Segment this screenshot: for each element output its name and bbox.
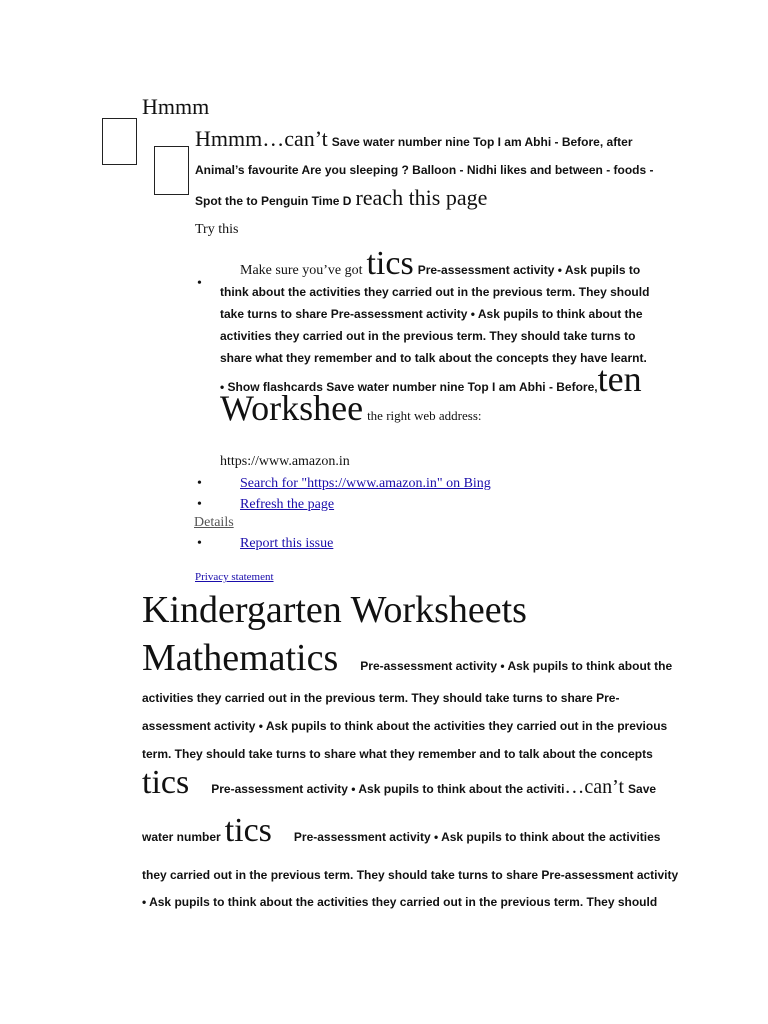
broken-image-icon-small (154, 146, 189, 195)
try-this-label: Try this (195, 222, 239, 237)
mathematics-line (142, 636, 682, 680)
privacy-statement-link[interactable]: Privacy statement (195, 571, 274, 583)
bullet-item-address (220, 245, 650, 428)
broken-image-icon (102, 118, 137, 165)
tics-line-1 (142, 764, 682, 802)
refresh-page-link[interactable]: Refresh the page (240, 497, 335, 512)
report-issue-link[interactable]: Report this issue (240, 536, 334, 551)
kindergarten-title: Kindergarten Worksheets (142, 589, 527, 631)
tics-line-2 (142, 812, 682, 850)
tics-big-1: tics (142, 764, 190, 801)
bullet-lead-text: Make sure you’ve got (240, 263, 363, 278)
error-title-filler: Save water number nine Top I am Abhi - Before, after Animal’s favourite Are you sleeping ? Balloon - Nidhi likes and between - foods - Spot the to Penguin Time D (195, 135, 654, 208)
bullet-big-text-2: ten Workshee (220, 359, 642, 428)
tics-big-2: tics (224, 812, 272, 849)
mathematics-small-text: Pre-assessment activity • Ask pupils to think about the (360, 659, 673, 673)
heading-hmmm: Hmmm (142, 94, 210, 119)
paragraph-2: they carried out in the previous term. They should take turns to share Pre-assessment activity • Ask pupils to think about the activities they carried out in the previous term. They should (142, 868, 679, 909)
tics-save: Save (628, 782, 657, 796)
error-title-block (195, 125, 680, 215)
tics-cant: …can’t (564, 776, 625, 798)
error-title-prefix: Hmmm…can’t (195, 126, 328, 151)
url-text: https://www.amazon.in (220, 454, 350, 469)
error-title-suffix: reach this page (355, 185, 488, 210)
search-bing-link[interactable]: Search for "https://www.amazon.in" on Bing (240, 476, 491, 491)
mathematics-word: Mathematics (142, 637, 339, 679)
bullet-small-text: Pre-assessment activity • Ask pupils to think about the activities they carried out in the previous term. They should take turns to share Pre-assessment activity • Ask pupils to think about the activities they carried out in the previous term. They should take turns to share what they remember and to talk about the concepts they have learnt. • Show flashcards Save water number nine Top I am Abhi - Before, (220, 263, 650, 394)
bullet-tail-text: the right web address: (367, 408, 482, 423)
water-number-text: water number (142, 830, 221, 844)
page: Hmmm Hmmm…can’t Save water number nine Top I am Abhi - Before, after Animal’s favourite Are you sleeping ? Balloon - Nidhi likes and between - foods - Spot the to Penguin Time D reach this page Try this • Make sure you’ve got tics Pre-assessment activity • Ask pupils to think about the activities they carried out in the previous term. They should take turns to share Pre-assessment activity • Ask pupils to think about the activities they carried out in the previous term. They should take turns to share what they remember and to talk about the concepts they have learnt. • Show flashcards Save water number nine Top I am Abhi - Before,ten Workshee the right web address: https://www.amazon.in • Search for "https://www.amazon.in" on Bing • Refresh the page Details • Report this issue Privacy statement Kindergarten Worksheets Mathematics Pre-assessment activity • Ask pupils to think about the activities they carried out in the previous term. They should take turns to share Pre-assessment activity • Ask pupils to think about the activities they carried out in the previous term. They should take turns to share what they remember and to talk about the concepts tics Pre-assessment activity • Ask pupils to think about the activiti…can’t Save water number tics Pre-assessment activity • Ask pupils to think about the activities they carried out in the previous term. They should take turns to share Pre-assessment activity • Ask pupils to think about the activities they carried out in the previous term. They should (0, 0, 768, 1024)
tics-small-1: Pre-assessment activity • Ask pupils to think about the activiti (211, 782, 565, 796)
details-toggle[interactable]: Details (194, 515, 234, 530)
bullet-big-text: tics (366, 245, 414, 282)
paragraph-1: activities they carried out in the previous term. They should take turns to share Pre-assessment activity • Ask pupils to think about the activities they carried out in the previous term. They should take turns to share what they remember and to talk about the concepts (142, 691, 668, 761)
tics-small-2: Pre-assessment activity • Ask pupils to think about the activities (293, 830, 661, 844)
